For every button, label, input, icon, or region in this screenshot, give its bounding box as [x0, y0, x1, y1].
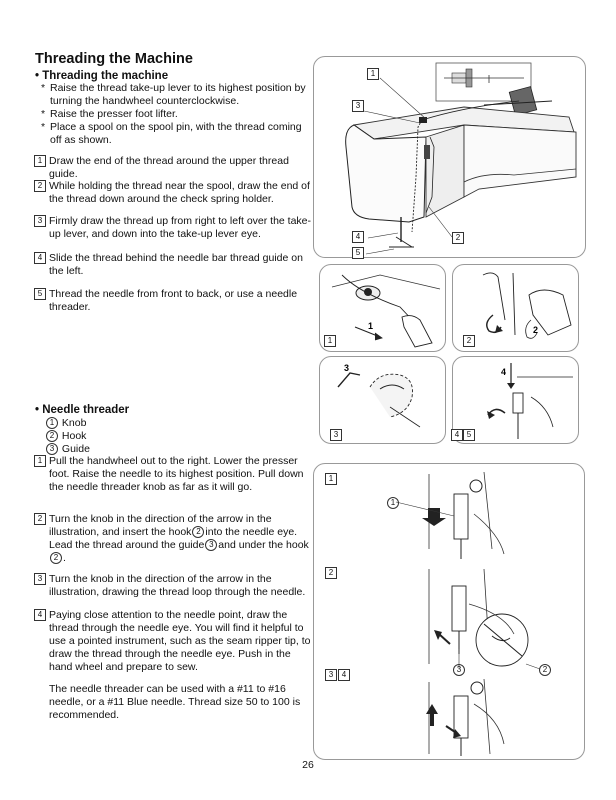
- detail-figure-2: [452, 264, 579, 352]
- machine-illustration: [314, 57, 585, 257]
- threader-note: The needle threader can be used with a #11 to #16 needle, or a #11 Blue needle. Thread size 50 to 100 is recommended.: [49, 683, 301, 721]
- detail-arrow-num: 4: [501, 367, 507, 377]
- needle-threader-figure: [313, 463, 585, 760]
- detail-arrow-num: 1: [368, 321, 374, 331]
- needle-threader-illustration: [314, 464, 584, 759]
- part-knob: 1 Knob: [45, 417, 86, 430]
- threading-bullet: * Raise the presser foot lifter.: [41, 108, 178, 120]
- threader-step: 4 Paying close attention to the needle point, draw the thread through the needle eye. You will find it helpful to use a pointed instrument, such as the seam ripper tip, to draw the thread through the needle eye. Push in the hand wheel and prepare to sew.: [34, 609, 314, 674]
- threader-figure-label: 1: [325, 473, 337, 485]
- figure-label: 4: [352, 231, 364, 243]
- threading-bullet: * Raise the thread take-up lever to its highest position by turning the handwheel counterclockwise.: [41, 82, 306, 107]
- page-title: Threading the Machine: [35, 51, 193, 67]
- detail-figure-1: [319, 264, 446, 352]
- detail-arrow-num: 2: [533, 325, 539, 335]
- threader-callout: 2: [538, 660, 552, 678]
- detail-label: 2: [463, 335, 475, 347]
- upper-thread-guide-illustration: [320, 265, 445, 351]
- part-hook: 2 Hook: [45, 430, 86, 443]
- detail-figure-3: [319, 356, 446, 444]
- threading-step: 4 Slide the thread behind the needle bar thread guide on the left.: [34, 252, 314, 278]
- threading-step: 3 Firmly draw the thread up from right to left over the take-up lever, and down into the take-up lever eye.: [34, 215, 314, 241]
- detail-arrow-num: 3: [344, 363, 350, 373]
- figure-label: 3: [352, 100, 364, 112]
- threader-callout: 3: [452, 660, 466, 678]
- threading-step: 1 Draw the end of the thread around the upper thread guide.: [34, 155, 314, 181]
- detail-label: 3: [330, 429, 342, 441]
- figure-label: 1: [367, 68, 379, 80]
- detail-label: 1: [324, 335, 336, 347]
- figure-label: 2: [452, 232, 464, 244]
- threading-figure: [313, 56, 586, 258]
- threading-heading: • Threading the machine: [35, 70, 169, 82]
- detail-label: 4: [451, 429, 463, 441]
- threading-bullet: * Place a spool on the spool pin, with the thread coming off as shown.: [41, 121, 302, 146]
- threader-callout: 1: [386, 493, 400, 511]
- threader-figure-label: 2: [325, 567, 337, 579]
- detail-figure-4-5: [452, 356, 579, 444]
- part-guide: 3 Guide: [45, 443, 90, 456]
- figure-label: 5: [352, 247, 364, 259]
- detail-label: 5: [463, 429, 475, 441]
- threading-step: 5 Thread the needle from front to back, or use a needle threader.: [34, 288, 314, 314]
- threader-step: 3 Turn the knob in the direction of the arrow in the illustration, drawing the thread loop through the needle.: [34, 573, 314, 599]
- threader-figure-label: 4: [338, 669, 350, 681]
- page-number: 26: [302, 759, 314, 771]
- threading-step: 2 While holding the thread near the spool, draw the end of the thread down around the check spring holder.: [34, 180, 314, 206]
- threader-step: 2 Turn the knob in the direction of the arrow in the illustration, and insert the hook 2 into the needle eye. Lead the thread around the guide 3 and under the hook 2 .: [34, 513, 314, 565]
- needle-threader-heading: • Needle threader: [35, 404, 130, 416]
- threader-figure-label: 3: [325, 669, 337, 681]
- threader-step: 1 Pull the handwheel out to the right. Lower the presser foot. Raise the needle to its highest position. Pull down the needle threader knob as far as it will go.: [34, 455, 314, 494]
